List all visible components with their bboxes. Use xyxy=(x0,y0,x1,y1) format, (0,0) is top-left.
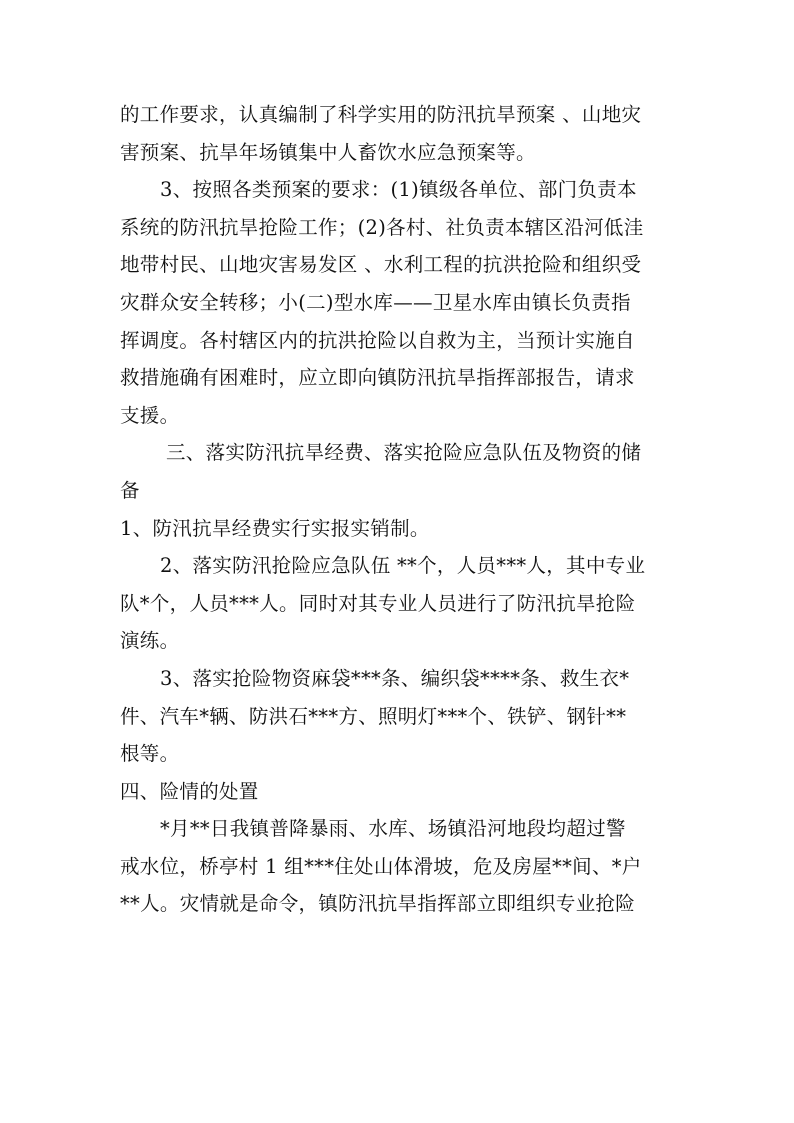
paragraph-start: 3、按照各类预案的要求：(1)镇级各单位、部门负责本 xyxy=(160,178,637,202)
text-line: 件、汽车*辆、防洪石***方、照明灯***个、铁铲、钢针** xyxy=(120,704,627,728)
paragraph-start: 2、落实防汛抢险应急队伍 **个，人员***人，其中专业 xyxy=(160,554,646,578)
text-line: **人。灾情就是命令，镇防汛抗旱指挥部立即组织专业抢险 xyxy=(120,892,636,916)
text-line: 支援。 xyxy=(120,403,180,427)
section-heading: 四、险情的处置 xyxy=(120,779,259,803)
text-line: 地带村民、山地灾害易发区 、水利工程的抗洪抢险和组织受 xyxy=(120,253,642,277)
paragraph-start: *月**日我镇普降暴雨、水库、场镇沿河地段均超过警 xyxy=(160,817,626,841)
text-line: 系统的防汛抗旱抢险工作；(2)各村、社负责本辖区沿河低洼 xyxy=(120,215,644,239)
section-heading: 三、落实防汛抗旱经费、落实抢险应急队伍及物资的储 xyxy=(166,441,642,465)
text-line: 灾群众安全转移；小(二)型水库——卫星水库由镇长负责指 xyxy=(120,290,631,314)
document-body xyxy=(120,96,680,923)
text-line: 的工作要求，认真编制了科学实用的防汛抗旱预案 、山地灾 xyxy=(120,103,642,126)
section-heading-continued: 备 xyxy=(120,478,140,502)
text-line: 挥调度。各村辖区内的抗洪抢险以自救为主，当预计实施自 xyxy=(120,328,635,352)
text-line: 队*个，人员***人。同时对其专业人员进行了防汛抗旱抢险 xyxy=(120,591,636,615)
text-line: 根等。 xyxy=(120,742,180,766)
text-line: 戒水位，桥亭村 1 组***住处山体滑坡，危及房屋**间、*户 xyxy=(120,854,642,878)
text-line: 演练。 xyxy=(120,629,180,653)
paragraph-start: 3、落实抢险物资麻袋***条、编织袋****条、救生衣* xyxy=(160,666,630,690)
text-line: 救措施确有困难时，应立即向镇防汛抗旱指挥部报告，请求 xyxy=(120,366,635,390)
paragraph-start: 1、防汛抗旱经费实行实报实销制。 xyxy=(120,516,430,540)
text-line: 害预案、抗旱年场镇集中人畜饮水应急预案等。 xyxy=(120,140,536,164)
